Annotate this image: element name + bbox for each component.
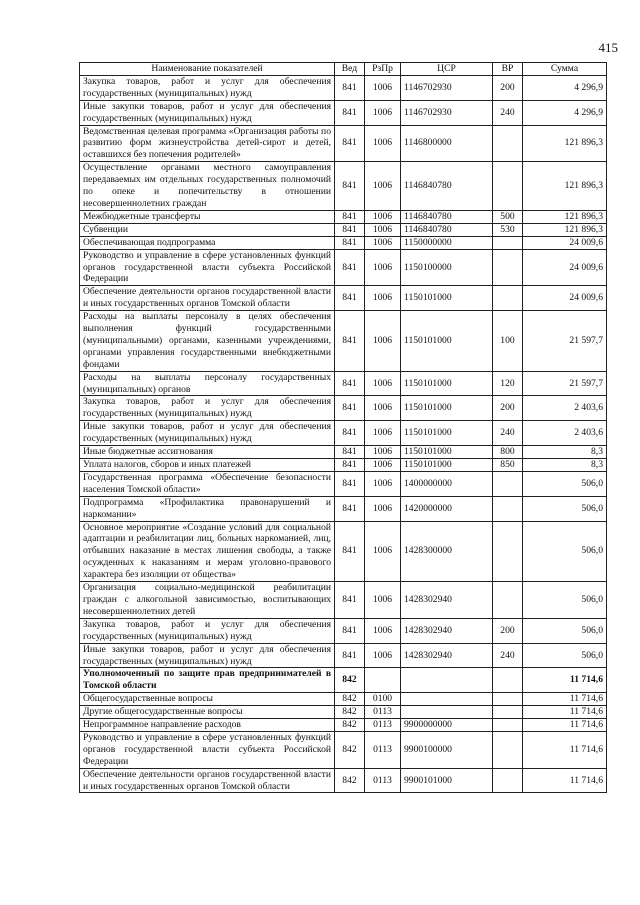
cell-rzpr: 1006	[365, 421, 401, 446]
table-row	[80, 582, 607, 619]
cell-rzpr: 1006	[365, 459, 401, 472]
cell-csr: 1428302940	[401, 582, 493, 619]
cell-vr	[493, 719, 523, 732]
cell-ved: 841	[335, 311, 365, 372]
cell-rzpr: 0113	[365, 768, 401, 793]
cell-ved: 841	[335, 618, 365, 643]
table-row	[80, 286, 607, 311]
cell-ved: 841	[335, 210, 365, 223]
cell-vr	[493, 693, 523, 706]
cell-ved: 841	[335, 75, 365, 100]
table-row	[80, 125, 607, 162]
cell-name: Уплата налогов, сборов и иных платежей	[80, 459, 335, 472]
cell-sum: 4 296,9	[523, 75, 607, 100]
cell-name: Обеспечение деятельности органов государственной власти и иных государственных органов Томской области	[80, 768, 335, 793]
cell-rzpr	[365, 668, 401, 693]
cell-csr: 1150101000	[401, 371, 493, 396]
header-vr: ВР	[493, 63, 523, 76]
cell-rzpr: 1006	[365, 236, 401, 249]
table-row	[80, 693, 607, 706]
cell-name: Уполномоченный по защите прав предпринимателей в Томской области	[80, 668, 335, 693]
table-row	[80, 223, 607, 236]
cell-rzpr: 1006	[365, 311, 401, 372]
cell-csr: 9900100000	[401, 731, 493, 768]
cell-csr	[401, 693, 493, 706]
cell-csr: 1150101000	[401, 396, 493, 421]
cell-rzpr: 0113	[365, 731, 401, 768]
cell-vr	[493, 236, 523, 249]
table-row	[80, 618, 607, 643]
cell-vr: 240	[493, 100, 523, 125]
cell-csr: 1150100000	[401, 249, 493, 286]
cell-ved: 841	[335, 459, 365, 472]
cell-csr: 9900000000	[401, 719, 493, 732]
header-rzpr: РзПр	[365, 63, 401, 76]
cell-sum: 506,0	[523, 471, 607, 496]
cell-rzpr: 1006	[365, 100, 401, 125]
cell-csr: 1420000000	[401, 496, 493, 521]
cell-csr: 1150101000	[401, 311, 493, 372]
cell-sum: 11 714,6	[523, 768, 607, 793]
cell-sum: 8,3	[523, 459, 607, 472]
cell-csr: 1146840780	[401, 210, 493, 223]
cell-rzpr: 0100	[365, 693, 401, 706]
table-header-row	[80, 63, 607, 76]
cell-name: Межбюджетные трансферты	[80, 210, 335, 223]
cell-name: Ведомственная целевая программа «Организация работы по развитию форм жизнеустройства детей-сирот и детей, оставшихся без попечения родителей»	[80, 125, 335, 162]
table-row	[80, 446, 607, 459]
table-row	[80, 706, 607, 719]
cell-rzpr: 1006	[365, 249, 401, 286]
cell-sum: 24 009,6	[523, 249, 607, 286]
cell-sum: 11 714,6	[523, 693, 607, 706]
table-row	[80, 731, 607, 768]
cell-ved: 841	[335, 582, 365, 619]
cell-rzpr: 1006	[365, 162, 401, 211]
cell-ved: 841	[335, 100, 365, 125]
cell-sum: 11 714,6	[523, 719, 607, 732]
cell-csr: 1146702930	[401, 75, 493, 100]
cell-sum: 506,0	[523, 521, 607, 582]
table-row	[80, 100, 607, 125]
table-row	[80, 668, 607, 693]
cell-vr	[493, 582, 523, 619]
cell-sum: 506,0	[523, 618, 607, 643]
table-body	[80, 75, 607, 793]
cell-name: Подпрограмма «Профилактика правонарушений и наркомании»	[80, 496, 335, 521]
cell-vr	[493, 768, 523, 793]
cell-rzpr: 1006	[365, 371, 401, 396]
cell-rzpr: 1006	[365, 582, 401, 619]
cell-vr: 240	[493, 421, 523, 446]
cell-ved: 841	[335, 236, 365, 249]
cell-csr: 1428302940	[401, 643, 493, 668]
cell-name: Государственная программа «Обеспечение безопасности населения Томской области»	[80, 471, 335, 496]
cell-rzpr: 1006	[365, 521, 401, 582]
cell-sum: 121 896,3	[523, 210, 607, 223]
cell-rzpr: 1006	[365, 396, 401, 421]
cell-vr	[493, 706, 523, 719]
cell-csr: 1150000000	[401, 236, 493, 249]
cell-sum: 11 714,6	[523, 706, 607, 719]
cell-vr	[493, 162, 523, 211]
cell-csr: 1400000000	[401, 471, 493, 496]
cell-name: Руководство и управление в сфере установленных функций органов государственной власти субъекта Российской Федерации	[80, 731, 335, 768]
cell-rzpr: 1006	[365, 210, 401, 223]
cell-ved: 842	[335, 768, 365, 793]
cell-name: Закупка товаров, работ и услуг для обеспечения государственных (муниципальных) нужд	[80, 75, 335, 100]
cell-csr: 1146840780	[401, 162, 493, 211]
cell-csr: 1146702930	[401, 100, 493, 125]
cell-vr: 800	[493, 446, 523, 459]
header-ved: Вед	[335, 63, 365, 76]
table-row	[80, 210, 607, 223]
cell-rzpr: 1006	[365, 643, 401, 668]
cell-vr	[493, 496, 523, 521]
cell-rzpr: 1006	[365, 223, 401, 236]
cell-name: Иные закупки товаров, работ и услуг для обеспечения государственных (муниципальных) нужд	[80, 643, 335, 668]
cell-vr	[493, 286, 523, 311]
cell-sum: 121 896,3	[523, 223, 607, 236]
cell-name: Общегосударственные вопросы	[80, 693, 335, 706]
cell-sum: 21 597,7	[523, 371, 607, 396]
cell-sum: 11 714,6	[523, 668, 607, 693]
cell-rzpr: 0113	[365, 706, 401, 719]
cell-sum: 4 296,9	[523, 100, 607, 125]
cell-csr: 9900101000	[401, 768, 493, 793]
cell-vr	[493, 668, 523, 693]
cell-ved: 841	[335, 286, 365, 311]
cell-ved: 842	[335, 693, 365, 706]
cell-csr: 1428302940	[401, 618, 493, 643]
table-row	[80, 249, 607, 286]
cell-vr: 500	[493, 210, 523, 223]
table-row	[80, 719, 607, 732]
cell-vr	[493, 249, 523, 286]
cell-ved: 841	[335, 521, 365, 582]
cell-rzpr: 1006	[365, 446, 401, 459]
cell-ved: 841	[335, 162, 365, 211]
cell-name: Иные закупки товаров, работ и услуг для обеспечения государственных (муниципальных) нужд	[80, 100, 335, 125]
cell-ved: 841	[335, 471, 365, 496]
cell-vr: 530	[493, 223, 523, 236]
cell-vr: 100	[493, 311, 523, 372]
cell-name: Закупка товаров, работ и услуг для обеспечения государственных (муниципальных) нужд	[80, 618, 335, 643]
table-row	[80, 75, 607, 100]
page-number: 415	[598, 40, 618, 55]
cell-name: Субвенции	[80, 223, 335, 236]
cell-rzpr: 1006	[365, 618, 401, 643]
cell-vr	[493, 125, 523, 162]
cell-ved: 841	[335, 396, 365, 421]
cell-name: Иные закупки товаров, работ и услуг для обеспечения государственных (муниципальных) нужд	[80, 421, 335, 446]
cell-name: Расходы на выплаты персоналу в целях обеспечения выполнения функций государственными (муниципальными) органами, казенными учреждениями, органами управления государственными внебюджетными фондами	[80, 311, 335, 372]
cell-name: Непрограммное направление расходов	[80, 719, 335, 732]
cell-ved: 842	[335, 668, 365, 693]
table-row	[80, 421, 607, 446]
cell-name: Другие общегосударственные вопросы	[80, 706, 335, 719]
header-csr: ЦСР	[401, 63, 493, 76]
cell-csr: 1150101000	[401, 286, 493, 311]
cell-name: Обеспечение деятельности органов государственной власти и иных государственных органов Томской области	[80, 286, 335, 311]
cell-csr: 1150101000	[401, 421, 493, 446]
cell-name: Закупка товаров, работ и услуг для обеспечения государственных (муниципальных) нужд	[80, 396, 335, 421]
cell-vr	[493, 471, 523, 496]
table-row	[80, 371, 607, 396]
cell-ved: 842	[335, 731, 365, 768]
cell-ved: 841	[335, 643, 365, 668]
cell-sum: 121 896,3	[523, 125, 607, 162]
cell-vr: 200	[493, 618, 523, 643]
cell-vr: 240	[493, 643, 523, 668]
cell-vr: 120	[493, 371, 523, 396]
cell-sum: 11 714,6	[523, 731, 607, 768]
cell-rzpr: 1006	[365, 471, 401, 496]
cell-ved: 841	[335, 496, 365, 521]
cell-ved: 841	[335, 446, 365, 459]
budget-table	[79, 62, 607, 793]
table-row	[80, 311, 607, 372]
cell-sum: 24 009,6	[523, 286, 607, 311]
cell-ved: 841	[335, 371, 365, 396]
cell-rzpr: 1006	[365, 286, 401, 311]
table-row	[80, 162, 607, 211]
cell-vr: 200	[493, 75, 523, 100]
cell-name: Организация социально-медицинской реабилитации граждан с алкогольной зависимостью, воспитывающих несовершеннолетних детей	[80, 582, 335, 619]
table-row	[80, 236, 607, 249]
cell-rzpr: 1006	[365, 125, 401, 162]
cell-name: Осуществление органами местного самоуправления передаваемых им отдельных государственных полномочий по опеке и попечительству в отношении несовершеннолетних граждан	[80, 162, 335, 211]
cell-ved: 841	[335, 223, 365, 236]
cell-sum: 2 403,6	[523, 396, 607, 421]
cell-ved: 842	[335, 719, 365, 732]
cell-vr: 850	[493, 459, 523, 472]
cell-sum: 121 896,3	[523, 162, 607, 211]
cell-sum: 506,0	[523, 582, 607, 619]
cell-csr	[401, 668, 493, 693]
cell-name: Основное мероприятие «Создание условий для социальной адаптации и реабилитации лиц, больных наркоманией, лиц, отбывших наказание в местах лишения свободы, а также осужденных к наказаниям и мерам уголовно-правового характера без изоляции от общества»	[80, 521, 335, 582]
cell-vr: 200	[493, 396, 523, 421]
cell-rzpr: 1006	[365, 75, 401, 100]
cell-name: Расходы на выплаты персоналу государственных (муниципальных) органов	[80, 371, 335, 396]
table-row	[80, 459, 607, 472]
cell-sum: 21 597,7	[523, 311, 607, 372]
cell-ved: 842	[335, 706, 365, 719]
cell-rzpr: 1006	[365, 496, 401, 521]
cell-sum: 24 009,6	[523, 236, 607, 249]
cell-sum: 506,0	[523, 643, 607, 668]
table-row	[80, 521, 607, 582]
header-name: Наименование показателей	[80, 63, 335, 76]
cell-ved: 841	[335, 125, 365, 162]
cell-ved: 841	[335, 421, 365, 446]
table-row	[80, 496, 607, 521]
cell-csr	[401, 706, 493, 719]
header-sum: Сумма	[523, 63, 607, 76]
cell-sum: 2 403,6	[523, 421, 607, 446]
cell-sum: 8,3	[523, 446, 607, 459]
cell-ved: 841	[335, 249, 365, 286]
cell-name: Руководство и управление в сфере установленных функций органов государственной власти субъекта Российской Федерации	[80, 249, 335, 286]
cell-csr: 1428300000	[401, 521, 493, 582]
cell-rzpr: 0113	[365, 719, 401, 732]
cell-name: Иные бюджетные ассигнования	[80, 446, 335, 459]
table-row	[80, 396, 607, 421]
cell-sum: 506,0	[523, 496, 607, 521]
cell-vr	[493, 731, 523, 768]
cell-name: Обеспечивающая подпрограмма	[80, 236, 335, 249]
cell-csr: 1150101000	[401, 459, 493, 472]
cell-csr: 1150101000	[401, 446, 493, 459]
cell-csr: 1146840780	[401, 223, 493, 236]
cell-vr	[493, 521, 523, 582]
table-row	[80, 768, 607, 793]
table-row	[80, 471, 607, 496]
table-row	[80, 643, 607, 668]
cell-csr: 1146800000	[401, 125, 493, 162]
